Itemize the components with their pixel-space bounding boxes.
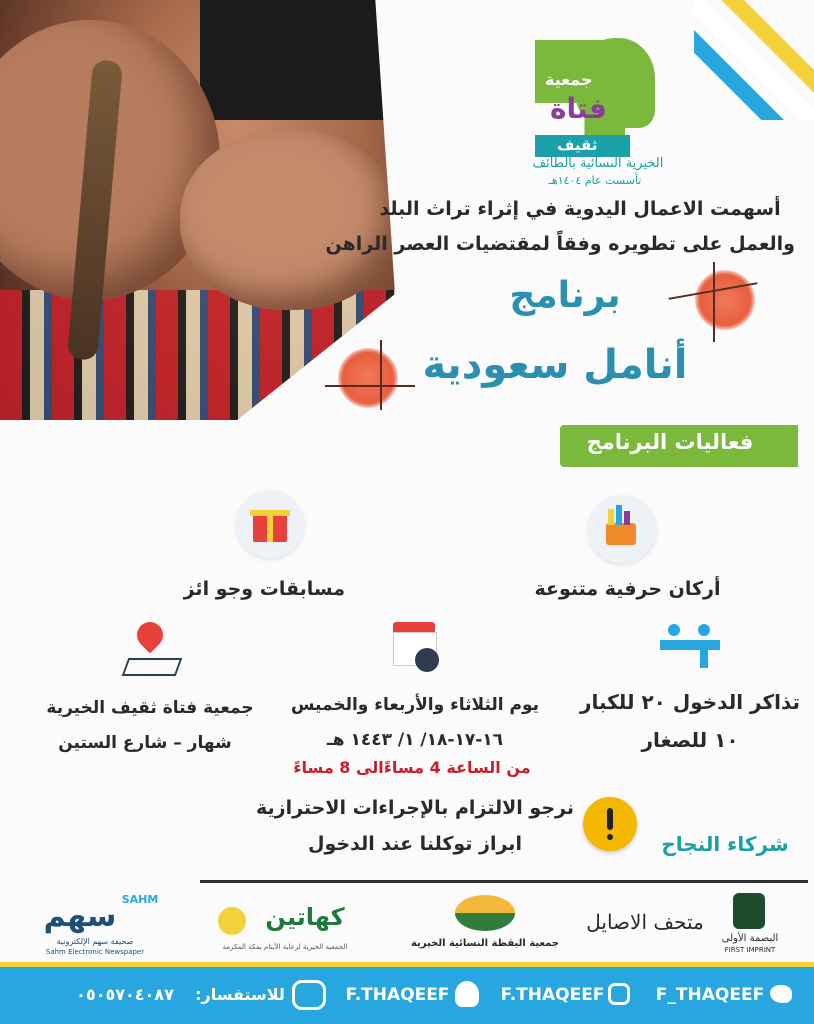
logo-founded: تأسست عام ١٤٠٤هـ: [548, 174, 642, 187]
time-line: من الساعة 4 مساءًالى 8 مساءً: [293, 758, 531, 777]
notice-line2: ابراز توكلنا عند الدخول: [308, 833, 522, 855]
instagram-handle[interactable]: F.THAQEEF: [500, 985, 605, 1005]
brush-stroke-1: [695, 270, 755, 330]
logo-line3: ثقيف: [557, 136, 598, 154]
activities-banner-label: فعاليات البرنامج: [586, 430, 754, 454]
museum-logo: متحف الاصايل: [586, 910, 704, 934]
calendar-icon: [393, 620, 441, 670]
days-line2: ١٦-١٧-١٨/ ١/ ١٤٤٣ هـ: [326, 730, 504, 750]
crafts-icon: [588, 495, 656, 563]
phone-number[interactable]: ٠٥٠٥٧٠٤٠٨٧: [76, 985, 174, 1004]
snapchat-handle[interactable]: F.THAQEEF: [345, 985, 450, 1005]
logo-subtitle: الخيرية النسائية بالطائف: [532, 156, 664, 171]
yaqadha-logo: جمعية اليقظة النسائية الخيرية: [405, 893, 565, 959]
twitter-handle[interactable]: F_THAQEEF: [655, 985, 765, 1005]
gift-icon: [236, 490, 304, 558]
twitter-icon[interactable]: [770, 985, 792, 1003]
phone-icon[interactable]: [292, 980, 326, 1010]
brush-stroke-2: [338, 348, 398, 408]
tickets-line2: ١٠ للصغار: [641, 728, 739, 752]
location-line1: جمعية فتاة ثقيف الخيرية: [46, 698, 254, 718]
intro-line1: أسهمت الاعمال اليدوية في إثراء تراث البلد: [379, 198, 781, 220]
intro-line2: والعمل على تطويره وفقاً لمقتضيات العصر الراهن: [325, 233, 795, 255]
program-label: برنامج: [509, 275, 621, 316]
logo-line2: فتاة: [550, 92, 607, 125]
activity-prizes: مسابقات وجو ائز: [183, 578, 345, 600]
snapchat-icon[interactable]: [455, 981, 479, 1007]
instagram-icon[interactable]: [608, 983, 630, 1005]
program-name: أنامل سعودية: [422, 342, 688, 388]
logo-line1: جمعية: [545, 70, 593, 89]
warning-icon: [583, 797, 637, 851]
notice-line1: نرجو الالتزام بالإجراءات الاحترازية: [255, 797, 574, 819]
decorative-stripes: [694, 0, 814, 120]
first-imprint-logo: البصمة الأولى FIRST IMPRINT: [715, 893, 785, 959]
sahm-logo: SAHM سهم صحيفة سهم الإلكترونية Sahm Electronic Newspaper: [43, 893, 159, 956]
tickets-line1: تذاكر الدخول ٢٠ للكبار: [579, 690, 801, 714]
partners-title: شركاء النجاح: [661, 832, 789, 856]
hero-photo: [0, 0, 395, 420]
association-logo: [535, 40, 655, 155]
kahatin-logo: كهاتين الجمعية الخيرية لرعاية الأيتام بمكة المكرمة: [200, 895, 370, 957]
phone-label: للاستفسار:: [195, 985, 285, 1004]
divider: [200, 880, 808, 883]
days-line1: يوم الثلاثاء والأربعاء والخميس: [290, 695, 540, 715]
location-pin-icon: [125, 620, 175, 675]
location-line2: شهار – شارع الستين: [58, 733, 232, 753]
activity-crafts: أركان حرفية متنوعة: [534, 578, 721, 600]
tickets-icon: [660, 622, 720, 667]
